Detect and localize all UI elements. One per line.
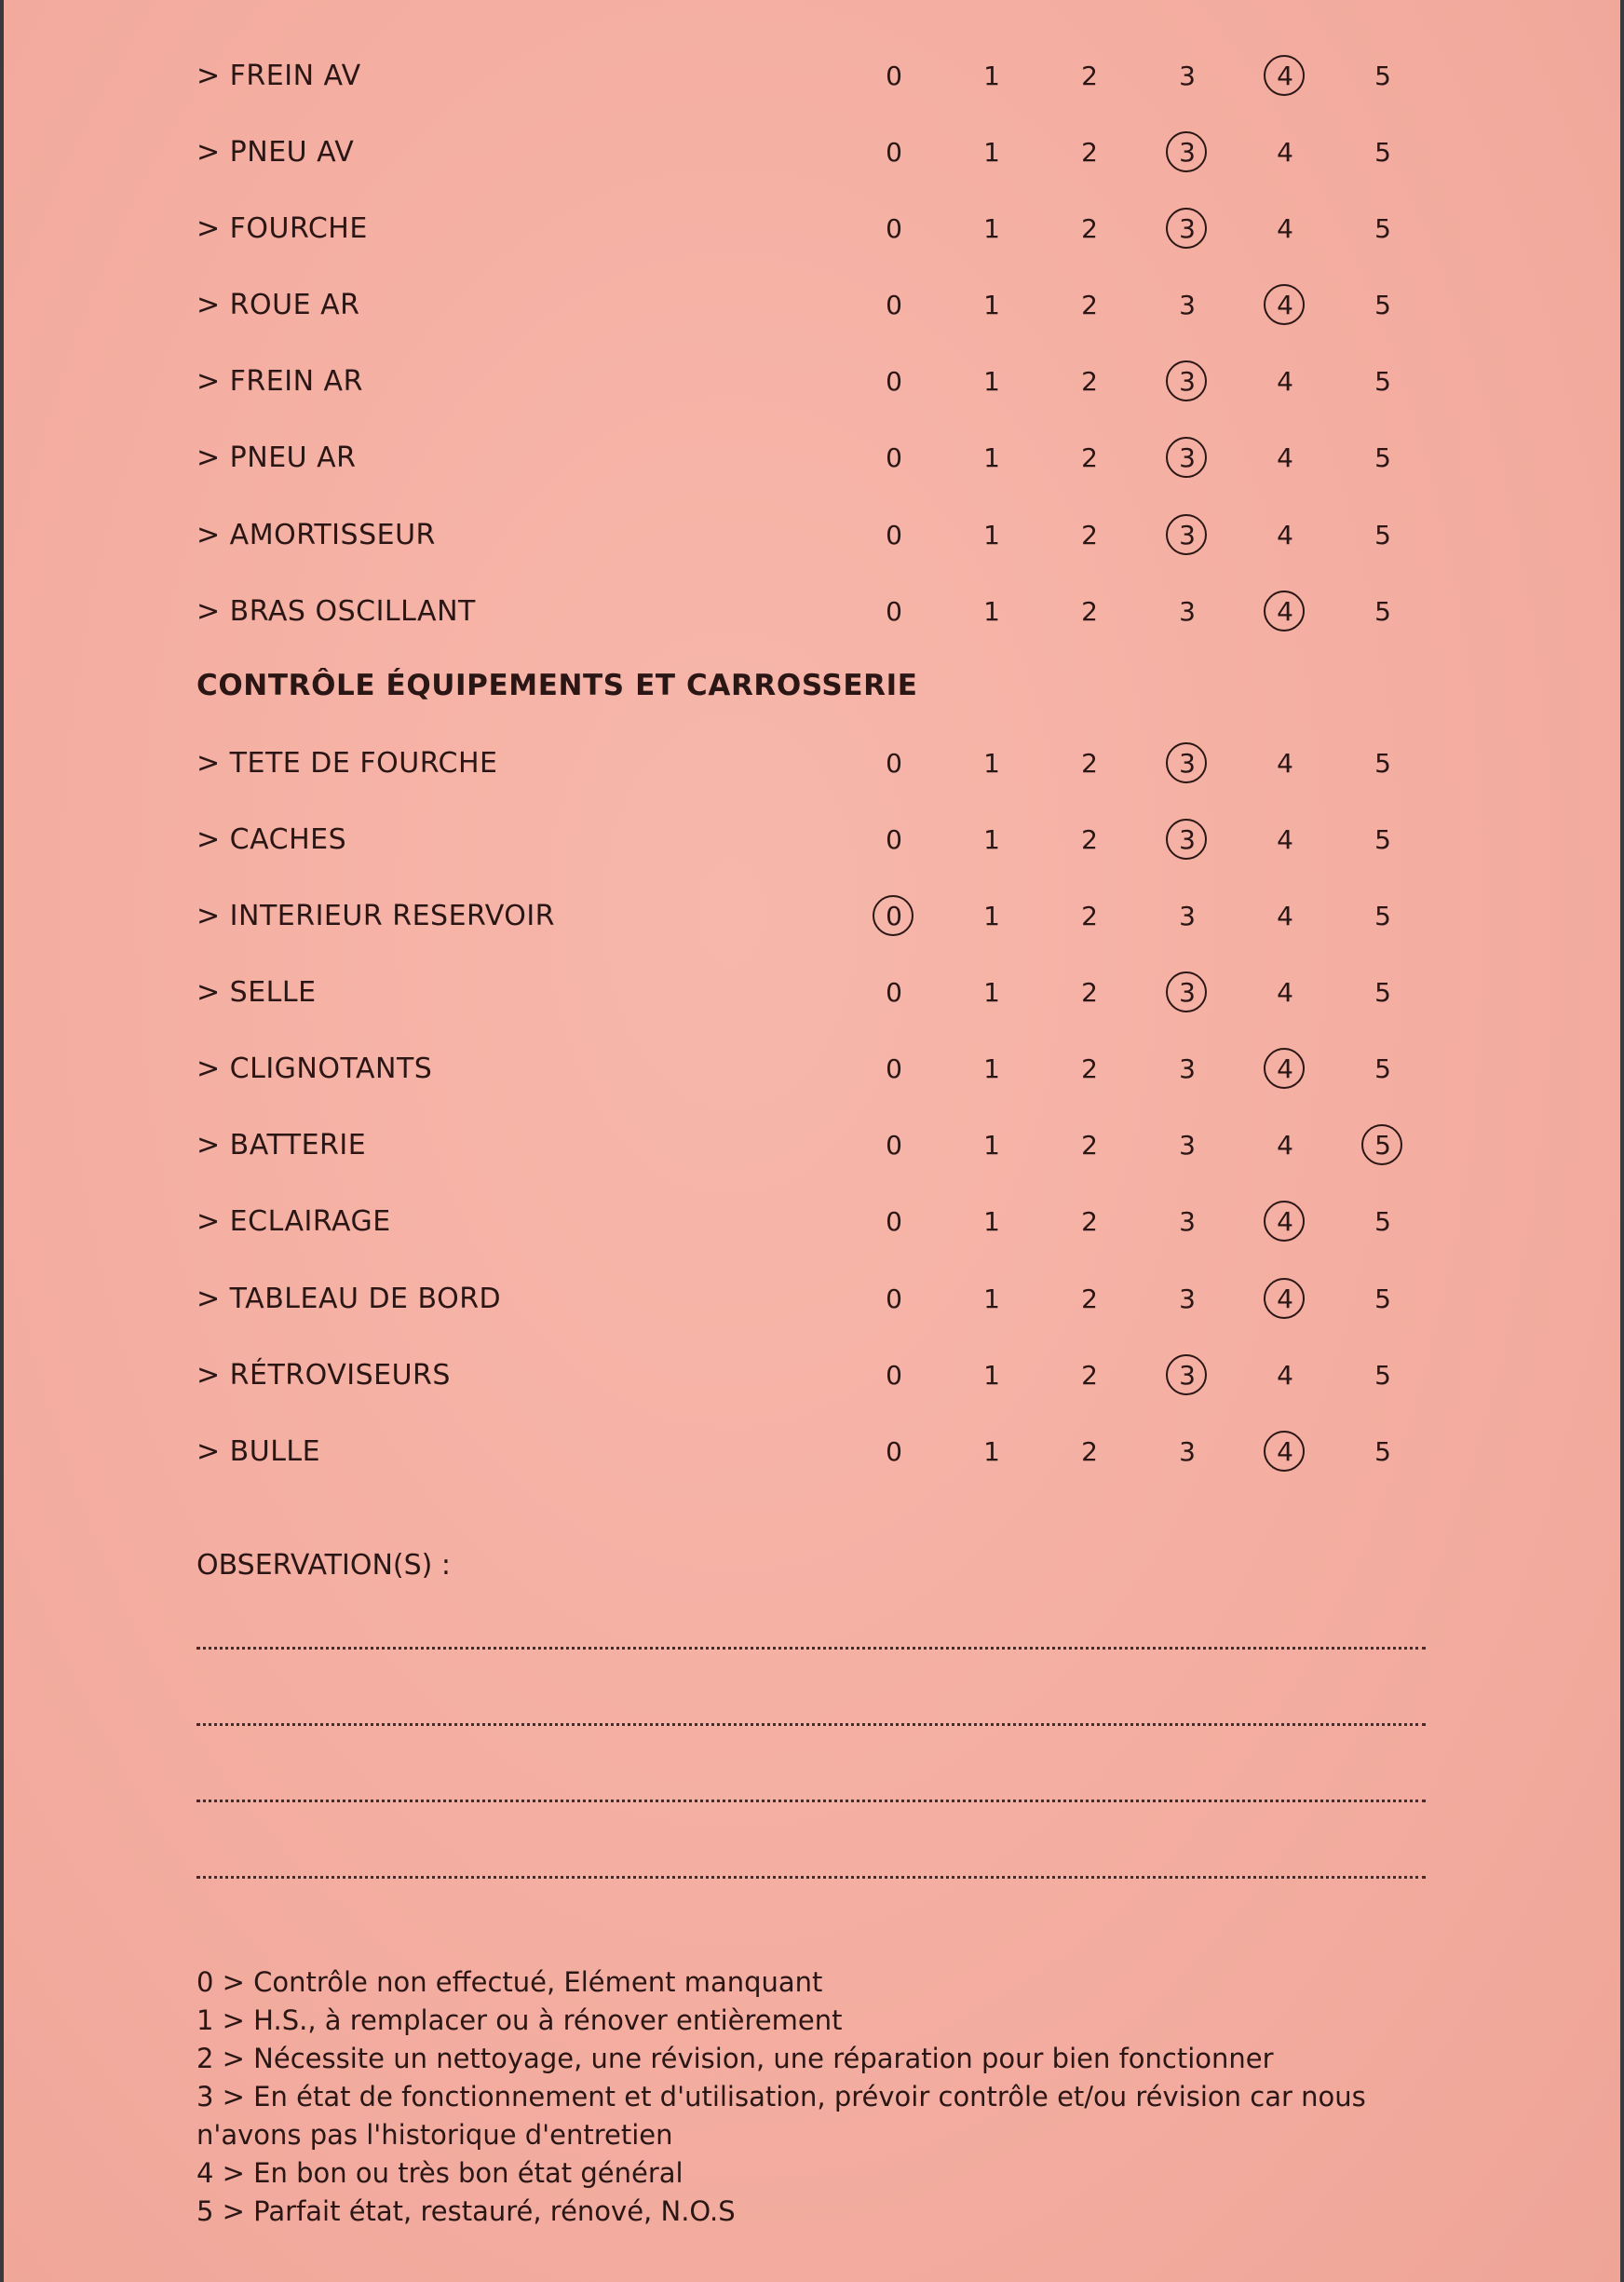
score-option[interactable]: 1 bbox=[983, 1360, 1000, 1391]
score-option[interactable]: 0 bbox=[886, 137, 902, 168]
legend-line: 5 > Parfait état, restauré, rénové, N.O.S bbox=[196, 2195, 736, 2227]
score-option[interactable]: 1 bbox=[983, 596, 1000, 627]
score-option[interactable]: 4 bbox=[1277, 748, 1293, 779]
score-option[interactable]: 3 bbox=[1179, 1053, 1196, 1084]
item-label: > FREIN AV bbox=[196, 60, 361, 92]
score-option[interactable]: 5 bbox=[1374, 1206, 1391, 1237]
score-option[interactable]: 1 bbox=[983, 61, 1000, 91]
score-option-selected[interactable]: 3 bbox=[1169, 974, 1206, 1012]
score-option[interactable]: 5 bbox=[1374, 213, 1391, 244]
score-option[interactable]: 5 bbox=[1374, 1053, 1391, 1084]
score-option[interactable]: 2 bbox=[1081, 61, 1098, 91]
item-label: > BRAS OSCILLANT bbox=[196, 595, 476, 628]
score-option[interactable]: 2 bbox=[1081, 213, 1098, 244]
observation-line[interactable] bbox=[196, 1876, 1426, 1879]
score-option[interactable]: 3 bbox=[1179, 61, 1196, 91]
checklist-row bbox=[4, 517, 1620, 554]
checklist-row bbox=[4, 1051, 1620, 1088]
score-option[interactable]: 1 bbox=[983, 290, 1000, 320]
item-label: > TABLEAU DE BORD bbox=[196, 1283, 502, 1315]
score-option[interactable]: 0 bbox=[886, 61, 902, 91]
score-option[interactable]: 1 bbox=[983, 1130, 1000, 1161]
section-title: CONTRÔLE ÉQUIPEMENTS ET CARROSSERIE bbox=[196, 669, 918, 702]
score-option[interactable]: 2 bbox=[1081, 442, 1098, 473]
checklist-row bbox=[4, 287, 1620, 324]
score-option-selected[interactable]: 4 bbox=[1266, 287, 1304, 324]
checklist-row bbox=[4, 1127, 1620, 1164]
observation-line[interactable] bbox=[196, 1800, 1426, 1802]
score-option[interactable]: 2 bbox=[1081, 366, 1098, 397]
score-option-selected[interactable]: 5 bbox=[1364, 1127, 1401, 1164]
score-option[interactable]: 1 bbox=[983, 366, 1000, 397]
score-option-selected[interactable]: 3 bbox=[1169, 363, 1206, 401]
score-option[interactable]: 3 bbox=[1179, 596, 1196, 627]
score-option[interactable]: 0 bbox=[886, 1053, 902, 1084]
legend-line: 4 > En bon ou très bon état général bbox=[196, 2157, 683, 2189]
score-option-selected[interactable]: 4 bbox=[1266, 1281, 1304, 1318]
score-option[interactable]: 1 bbox=[983, 748, 1000, 779]
score-option[interactable]: 5 bbox=[1374, 748, 1391, 779]
score-option[interactable]: 5 bbox=[1374, 1436, 1391, 1467]
score-option[interactable]: 0 bbox=[886, 977, 902, 1008]
score-option[interactable]: 2 bbox=[1081, 977, 1098, 1008]
score-option[interactable]: 2 bbox=[1081, 901, 1098, 931]
score-option[interactable]: 0 bbox=[886, 1284, 902, 1314]
score-option[interactable]: 2 bbox=[1081, 748, 1098, 779]
item-label: > PNEU AR bbox=[196, 441, 357, 474]
checklist-row bbox=[4, 822, 1620, 859]
score-option[interactable]: 5 bbox=[1374, 61, 1391, 91]
item-label: > BULLE bbox=[196, 1435, 321, 1468]
score-option[interactable]: 1 bbox=[983, 824, 1000, 855]
score-option-selected[interactable]: 3 bbox=[1169, 822, 1206, 859]
score-option[interactable]: 0 bbox=[886, 1206, 902, 1237]
score-option[interactable]: 3 bbox=[1179, 290, 1196, 320]
item-label: > INTERIEUR RESERVOIR bbox=[196, 900, 556, 932]
score-option[interactable]: 4 bbox=[1277, 1360, 1293, 1391]
score-option[interactable]: 3 bbox=[1179, 1206, 1196, 1237]
checklist-row bbox=[4, 1203, 1620, 1241]
score-option[interactable]: 0 bbox=[886, 748, 902, 779]
score-option-selected[interactable]: 4 bbox=[1266, 1433, 1304, 1471]
score-option[interactable]: 4 bbox=[1277, 137, 1293, 168]
score-option[interactable]: 1 bbox=[983, 1284, 1000, 1314]
score-option[interactable]: 2 bbox=[1081, 1284, 1098, 1314]
score-option-selected[interactable]: 3 bbox=[1169, 134, 1206, 171]
checklist-row bbox=[4, 974, 1620, 1012]
observation-line[interactable] bbox=[196, 1647, 1426, 1650]
checklist-row bbox=[4, 745, 1620, 782]
score-option[interactable]: 3 bbox=[1179, 901, 1196, 931]
item-label: > TETE DE FOURCHE bbox=[196, 747, 498, 780]
score-option[interactable]: 4 bbox=[1277, 1130, 1293, 1161]
score-option-selected[interactable]: 4 bbox=[1266, 1203, 1304, 1241]
checklist-row bbox=[4, 211, 1620, 248]
score-option[interactable]: 1 bbox=[983, 977, 1000, 1008]
score-option[interactable]: 5 bbox=[1374, 901, 1391, 931]
score-option-selected[interactable]: 3 bbox=[1169, 211, 1206, 248]
score-option[interactable]: 0 bbox=[886, 596, 902, 627]
score-option[interactable]: 2 bbox=[1081, 1436, 1098, 1467]
score-option[interactable]: 5 bbox=[1374, 977, 1391, 1008]
score-option[interactable]: 3 bbox=[1179, 1130, 1196, 1161]
score-option[interactable]: 0 bbox=[886, 290, 902, 320]
score-option[interactable]: 0 bbox=[886, 1436, 902, 1467]
score-option[interactable]: 1 bbox=[983, 1206, 1000, 1237]
score-option[interactable]: 0 bbox=[886, 213, 902, 244]
score-option[interactable]: 0 bbox=[886, 824, 902, 855]
score-option[interactable]: 0 bbox=[886, 1360, 902, 1391]
score-option[interactable]: 2 bbox=[1081, 1053, 1098, 1084]
checklist-row bbox=[4, 440, 1620, 477]
score-option[interactable]: 3 bbox=[1179, 1284, 1196, 1314]
legend-line: n'avons pas l'historique d'entretien bbox=[196, 2119, 673, 2151]
score-option[interactable]: 5 bbox=[1374, 596, 1391, 627]
score-option[interactable]: 0 bbox=[886, 366, 902, 397]
checklist-row bbox=[4, 593, 1620, 631]
score-option[interactable]: 4 bbox=[1277, 366, 1293, 397]
score-option-selected[interactable]: 4 bbox=[1266, 593, 1304, 631]
score-option[interactable]: 4 bbox=[1277, 213, 1293, 244]
score-option[interactable]: 2 bbox=[1081, 1206, 1098, 1237]
legend-line: 1 > H.S., à remplacer ou à rénover entièrement bbox=[196, 2004, 843, 2036]
score-option-selected[interactable]: 0 bbox=[875, 898, 913, 935]
score-option[interactable]: 5 bbox=[1374, 442, 1391, 473]
score-option[interactable]: 1 bbox=[983, 213, 1000, 244]
score-option[interactable]: 5 bbox=[1374, 520, 1391, 550]
score-option[interactable]: 2 bbox=[1081, 824, 1098, 855]
score-option[interactable]: 4 bbox=[1277, 442, 1293, 473]
item-label: > ECLAIRAGE bbox=[196, 1205, 391, 1238]
score-option[interactable]: 4 bbox=[1277, 977, 1293, 1008]
score-option[interactable]: 5 bbox=[1374, 137, 1391, 168]
checklist-row bbox=[4, 1433, 1620, 1471]
score-option[interactable]: 4 bbox=[1277, 824, 1293, 855]
score-option[interactable]: 4 bbox=[1277, 901, 1293, 931]
score-option[interactable]: 5 bbox=[1374, 366, 1391, 397]
item-label: > SELLE bbox=[196, 976, 317, 1009]
score-option[interactable]: 0 bbox=[886, 442, 902, 473]
score-option[interactable]: 1 bbox=[983, 1053, 1000, 1084]
score-option[interactable]: 2 bbox=[1081, 596, 1098, 627]
legend-line: 2 > Nécessite un nettoyage, une révision, une réparation pour bien fonctionner bbox=[196, 2043, 1274, 2074]
score-option[interactable]: 5 bbox=[1374, 1284, 1391, 1314]
item-label: > CACHES bbox=[196, 823, 347, 856]
checklist-row bbox=[4, 898, 1620, 935]
score-option-selected[interactable]: 3 bbox=[1169, 1357, 1206, 1394]
score-option[interactable]: 1 bbox=[983, 137, 1000, 168]
checklist-row bbox=[4, 363, 1620, 401]
score-option[interactable]: 5 bbox=[1374, 824, 1391, 855]
checklist-row bbox=[4, 134, 1620, 171]
score-option[interactable]: 0 bbox=[886, 1130, 902, 1161]
score-option[interactable]: 2 bbox=[1081, 1130, 1098, 1161]
legend-line: 0 > Contrôle non effectué, Elément manquant bbox=[196, 1966, 823, 1998]
score-option[interactable]: 2 bbox=[1081, 137, 1098, 168]
observation-line[interactable] bbox=[196, 1723, 1426, 1726]
checklist-row bbox=[4, 1281, 1620, 1318]
score-option-selected[interactable]: 4 bbox=[1266, 58, 1304, 95]
checklist-row bbox=[4, 1357, 1620, 1394]
score-legend bbox=[196, 1963, 1426, 2231]
score-option[interactable]: 3 bbox=[1179, 1436, 1196, 1467]
score-option[interactable]: 2 bbox=[1081, 290, 1098, 320]
score-option[interactable]: 0 bbox=[886, 520, 902, 550]
item-label: > FREIN AR bbox=[196, 365, 363, 398]
observations-label: OBSERVATION(S) : bbox=[196, 1549, 451, 1582]
score-option[interactable]: 1 bbox=[983, 442, 1000, 473]
item-label: > PNEU AV bbox=[196, 136, 355, 169]
item-label: > BATTERIE bbox=[196, 1129, 367, 1161]
score-option-selected[interactable]: 3 bbox=[1169, 440, 1206, 477]
score-option[interactable]: 2 bbox=[1081, 1360, 1098, 1391]
score-option-selected[interactable]: 4 bbox=[1266, 1051, 1304, 1088]
item-label: > FOURCHE bbox=[196, 212, 368, 245]
legend-line: 3 > En état de fonctionnement et d'utilisation, prévoir contrôle et/ou révision car nous bbox=[196, 2081, 1366, 2112]
score-option[interactable]: 1 bbox=[983, 1436, 1000, 1467]
score-option[interactable]: 5 bbox=[1374, 1360, 1391, 1391]
score-option[interactable]: 4 bbox=[1277, 520, 1293, 550]
item-label: > RÉTROVISEURS bbox=[196, 1359, 451, 1392]
score-option-selected[interactable]: 3 bbox=[1169, 517, 1206, 554]
score-option[interactable]: 1 bbox=[983, 901, 1000, 931]
score-option[interactable]: 5 bbox=[1374, 290, 1391, 320]
item-label: > ROUE AR bbox=[196, 289, 360, 321]
score-option[interactable]: 1 bbox=[983, 520, 1000, 550]
inspection-sheet bbox=[4, 0, 1620, 2282]
score-option[interactable]: 2 bbox=[1081, 520, 1098, 550]
item-label: > CLIGNOTANTS bbox=[196, 1053, 433, 1085]
checklist-row bbox=[4, 58, 1620, 95]
item-label: > AMORTISSEUR bbox=[196, 519, 436, 551]
score-option-selected[interactable]: 3 bbox=[1169, 745, 1206, 782]
